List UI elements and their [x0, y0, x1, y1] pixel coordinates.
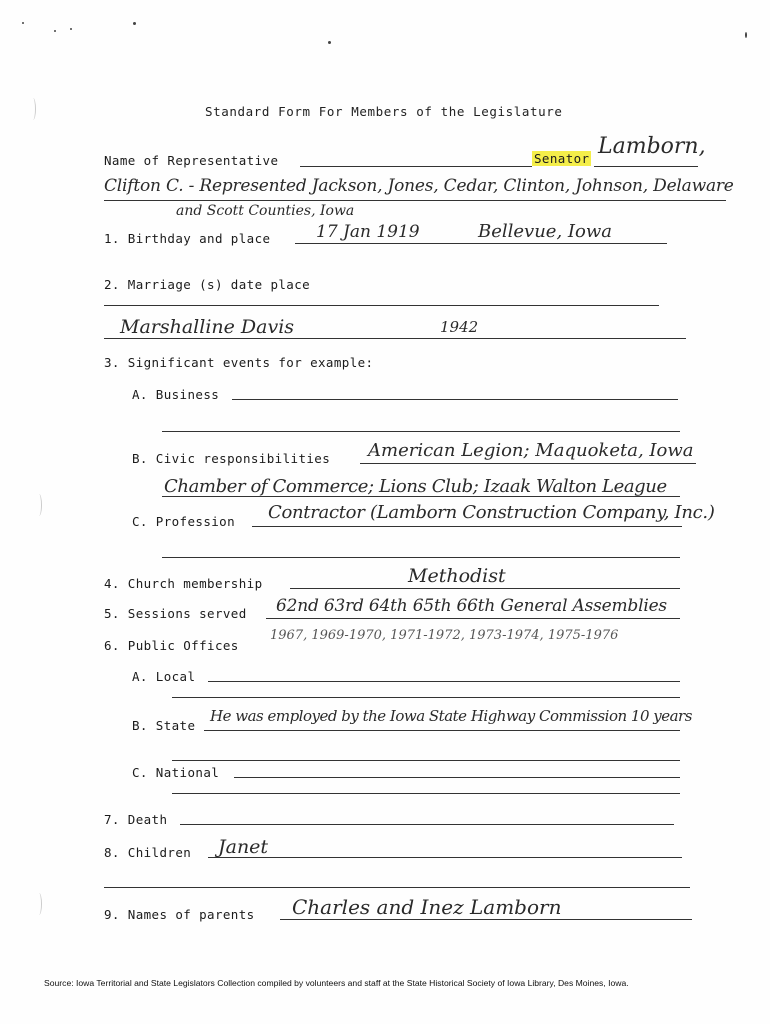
marriage-line-2 [104, 338, 686, 339]
scan-edge-mark [36, 893, 42, 915]
sessions-handwriting: 62nd 63rd 64th 65th 66th General Assemblies [276, 596, 667, 616]
scan-edge-mark [30, 98, 36, 120]
state-label: B. State [132, 718, 196, 733]
sessions-line [266, 618, 680, 619]
marriage-label: 2. Marriage (s) date place [104, 277, 311, 292]
civic-label: B. Civic responsibilities [132, 451, 331, 466]
civic-line [360, 463, 696, 464]
local-label: A. Local [132, 669, 196, 684]
church-line [290, 588, 680, 589]
birthday-line [295, 243, 667, 244]
parents-line [280, 919, 692, 920]
scan-speck [328, 41, 331, 44]
marriage-line-1 [104, 305, 659, 306]
scan-speck [22, 22, 24, 24]
parents-label: 9. Names of parents [104, 907, 255, 922]
state-line-2 [172, 760, 680, 761]
business-label: A. Business [132, 387, 220, 402]
source-caption: Source: Iowa Territorial and State Legislators Collection compiled by volunteers and staff at the State Historical Society of Iowa Library, Des Moines, Iowa. [44, 978, 629, 988]
children-line-2 [104, 887, 690, 888]
church-label: 4. Church membership [104, 576, 263, 591]
scan-edge-mark [36, 494, 42, 516]
birth-place-handwriting: Bellevue, Iowa [478, 221, 612, 242]
senator-label: Senator [534, 151, 590, 166]
scan-speck [133, 22, 136, 25]
business-line-2 [162, 431, 680, 432]
counties-handwriting: and Scott Counties, Iowa [176, 203, 355, 219]
profession-line [252, 526, 682, 527]
name-label: Name of Representative [104, 153, 279, 168]
local-line [208, 681, 680, 682]
scan-speck [745, 32, 747, 38]
death-line [180, 824, 674, 825]
events-label: 3. Significant events for example: [104, 355, 374, 370]
civic-handwriting-2: Chamber of Commerce; Lions Club; Izaak Walton League [164, 476, 667, 497]
full-name-line [104, 200, 726, 201]
business-line [232, 399, 678, 400]
birthday-label: 1. Birthday and place [104, 231, 271, 246]
scan-speck [70, 28, 72, 30]
senator-line [594, 166, 698, 167]
national-label: C. National [132, 765, 220, 780]
civic-handwriting-1: American Legion; Maquoketa, Iowa [368, 440, 694, 461]
sessions-label: 5. Sessions served [104, 606, 247, 621]
state-handwriting: He was employed by the Iowa State Highway Commission 10 years [210, 707, 692, 725]
form-title: Standard Form For Members of the Legislature [205, 104, 563, 119]
profession-label: C. Profession [132, 514, 236, 529]
national-line-2 [172, 793, 680, 794]
parents-handwriting: Charles and Inez Lamborn [292, 895, 562, 919]
public-offices-label: 6. Public Offices [104, 638, 239, 653]
birth-date-handwriting: 17 Jan 1919 [316, 222, 420, 242]
state-line [204, 730, 680, 731]
spouse-handwriting: Marshalline Davis [120, 316, 295, 338]
civic-line-2 [162, 496, 680, 497]
profession-handwriting: Contractor (Lamborn Construction Company, Inc.) [268, 502, 715, 523]
marriage-year-handwriting: 1942 [440, 318, 479, 336]
scan-speck [54, 30, 56, 32]
death-label: 7. Death [104, 812, 168, 827]
session-years-handwriting: 1967, 1969-1970, 1971-1972, 1973-1974, 1975-1976 [270, 628, 619, 643]
name-line [300, 166, 532, 167]
profession-line-2 [162, 557, 680, 558]
children-line [208, 857, 682, 858]
surname-handwriting: Lamborn, [598, 134, 706, 159]
children-label: 8. Children [104, 845, 192, 860]
church-handwriting: Methodist [408, 565, 506, 587]
children-handwriting: Janet [218, 836, 269, 858]
full-name-handwriting: Clifton C. - Represented Jackson, Jones, Cedar, Clinton, Johnson, Delaware [104, 176, 734, 196]
local-line-2 [172, 697, 680, 698]
national-line [234, 777, 680, 778]
